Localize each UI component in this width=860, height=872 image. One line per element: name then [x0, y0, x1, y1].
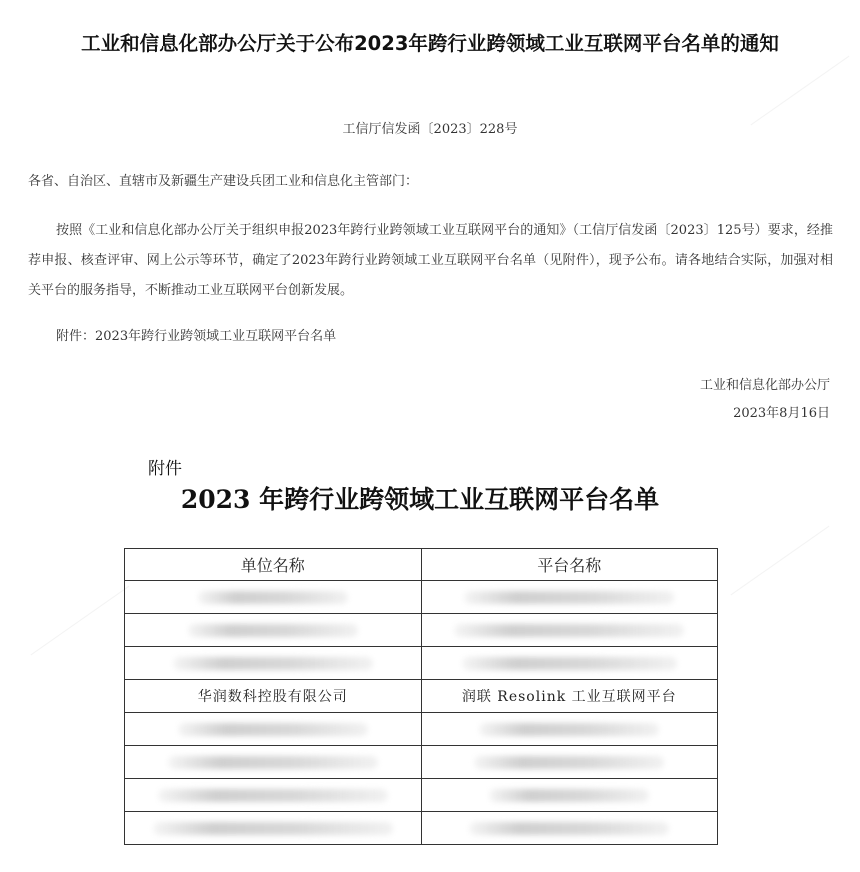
- attachment-reference: 附件：2023年跨行业跨领域工业互联网平台名单: [56, 329, 337, 344]
- document-number: 工信厅信发函〔2023〕228号: [342, 122, 518, 137]
- redacted-cell: [421, 581, 718, 614]
- redacted-cell: [421, 713, 718, 746]
- platform-name-cell: 润联 Resolink 工业互联网平台: [421, 680, 718, 713]
- redacted-cell: [421, 647, 718, 680]
- redacted-cell: [125, 746, 422, 779]
- table-row: [125, 680, 718, 713]
- table-row-redacted: [125, 581, 718, 614]
- platform-list-table: [124, 548, 718, 845]
- redacted-cell: [125, 713, 422, 746]
- table-row-redacted: [125, 614, 718, 647]
- annex-label: 附件: [148, 459, 182, 479]
- table-row-redacted: [125, 746, 718, 779]
- salutation: 各省、自治区、直辖市及新疆生产建设兵团工业和信息化主管部门：: [28, 174, 419, 189]
- table-row-redacted: [125, 713, 718, 746]
- redacted-cell: [125, 812, 422, 845]
- redacted-cell: [125, 779, 422, 812]
- table-row-redacted: [125, 779, 718, 812]
- notice-body: 按照《工业和信息化部办公厅关于组织申报2023年跨行业跨领域工业互联网平台的通知》（工信厅信发函〔2023〕125号）要求，经推荐申报、核查评审、网上公示等环节，确定了2023年跨行业跨领域工业互联网平台名单（见附件），现予公布。请各地结合实际，加强对相关平台的服务指导，不断推动工业互联网平台创新发展。: [28, 223, 833, 298]
- redacted-cell: [421, 812, 718, 845]
- issuer: 工业和信息化部办公厅: [699, 378, 830, 393]
- unit-name-cell: 华润数科控股有限公司: [125, 680, 422, 713]
- redacted-cell: [421, 779, 718, 812]
- watermark-line: [751, 56, 850, 126]
- redacted-cell: [125, 581, 422, 614]
- table-row-redacted: [125, 812, 718, 845]
- redacted-cell: [421, 614, 718, 647]
- table-row-redacted: [125, 647, 718, 680]
- table-header-row: [125, 549, 718, 581]
- redacted-cell: [125, 614, 422, 647]
- redacted-cell: [125, 647, 422, 680]
- annex-title: 2023 年跨行业跨领域工业互联网平台名单: [180, 485, 660, 514]
- page-title: 工业和信息化部办公厅关于公布2023年跨行业跨领域工业互联网平台名单的通知: [81, 32, 779, 55]
- watermark-line: [31, 586, 130, 656]
- redacted-cell: [421, 746, 718, 779]
- column-header-unit: 单位名称: [125, 549, 422, 581]
- column-header-platform: 平台名称: [421, 549, 718, 581]
- issue-date: 2023年8月16日: [733, 406, 830, 421]
- watermark-line: [731, 526, 830, 596]
